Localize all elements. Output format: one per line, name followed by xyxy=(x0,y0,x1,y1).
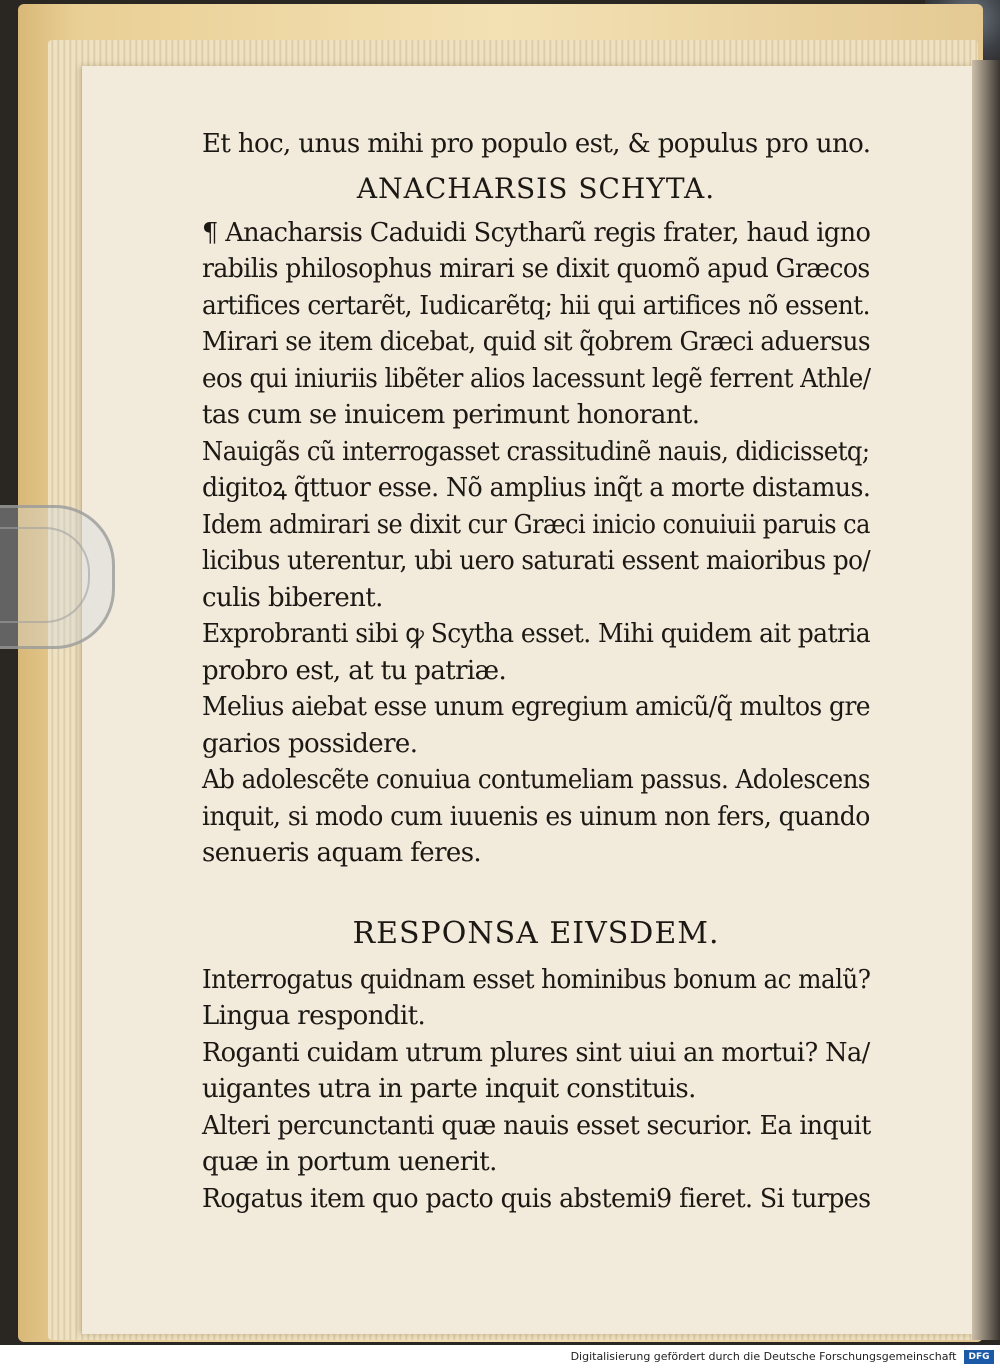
page-text xyxy=(202,126,870,1217)
text-line: senueris aquam feres. xyxy=(202,838,482,868)
paper-clip-inner xyxy=(0,527,90,623)
dfg-logo: DFG xyxy=(964,1350,994,1364)
section-heading: ANACHARSIS SCHYTA. xyxy=(356,171,716,205)
text-line: artifices certarẽt, Iudicarẽtq; hii qui artifices nõ essent. xyxy=(202,290,870,321)
text-line: Roganti cuidam utrum plures sint uiui an mortui? Na/ xyxy=(202,1037,870,1068)
text-line: Mirari se item dicebat, quid sit q̃obrem Græci aduersus xyxy=(202,327,870,357)
text-line: Nauigãs cũ interrogasset crassitudinẽ nauis, didicissetq; xyxy=(202,436,870,467)
digitization-footer xyxy=(0,1345,1000,1369)
text-line: Idem admirari se dixit cur Græci inicio conuiuii paruis ca xyxy=(202,509,870,540)
text-line: rabilis philosophus mirari se dixit quomõ apud Græcos xyxy=(202,254,870,284)
footer-credit: Digitalisierung gefördert durch die Deutsche Forschungsgemeinschaft xyxy=(570,1350,957,1363)
text-line: Et hoc, unus mihi pro populo est, & populus pro uno. xyxy=(202,129,871,159)
text-line: culis biberent. xyxy=(202,582,383,613)
text-line: Melius aiebat esse unum egregium amicũ/q̃ multos gre xyxy=(202,692,871,722)
text-line: garios possidere. xyxy=(202,728,418,759)
text-line: Alteri percunctanti quæ nauis esset securior. Ea inquit xyxy=(202,1110,871,1141)
text-line: Lingua respondit. xyxy=(202,1001,426,1031)
text-line: Rogatus item quo pacto quis abstemi9 fieret. Si turpes xyxy=(202,1183,871,1214)
text-line: quæ in portum uenerit. xyxy=(202,1147,497,1177)
text-line: ¶ Anacharsis Caduidi Scytharũ regis frater, haud igno xyxy=(202,217,871,248)
text-line: Ab adolescẽte conuiua contumeliam passus. Adolescens xyxy=(202,765,870,795)
facing-page-edge xyxy=(972,60,1000,1340)
text-line: uigantes utra in parte inquit constituis. xyxy=(202,1074,696,1104)
text-line: Interrogatus quidnam esset hominibus bonum ac malũ? xyxy=(202,964,871,995)
section-heading: RESPONSA EIVSDEM. xyxy=(352,915,720,951)
text-line: tas cum se inuicem perimunt honorant. xyxy=(202,400,700,430)
text-line: licibus uterentur, ubi uero saturati essent maioribus po/ xyxy=(202,546,871,576)
text-line: probro est, at tu patriæ. xyxy=(202,655,507,686)
text-line: eos qui iniuriis libẽter alios lacessunt legẽ ferrent Athle/ xyxy=(202,363,871,394)
text-line: digitoꝝ q̃ttuor esse. Nõ amplius inq̃t a morte distamus. xyxy=(202,473,871,503)
text-line: Exprobranti sibi ꝙ Scytha esset. Mihi quidem ait patria xyxy=(202,619,871,649)
text-line: inquit, si modo cum iuuenis es uinum non fers, quando xyxy=(202,801,870,832)
